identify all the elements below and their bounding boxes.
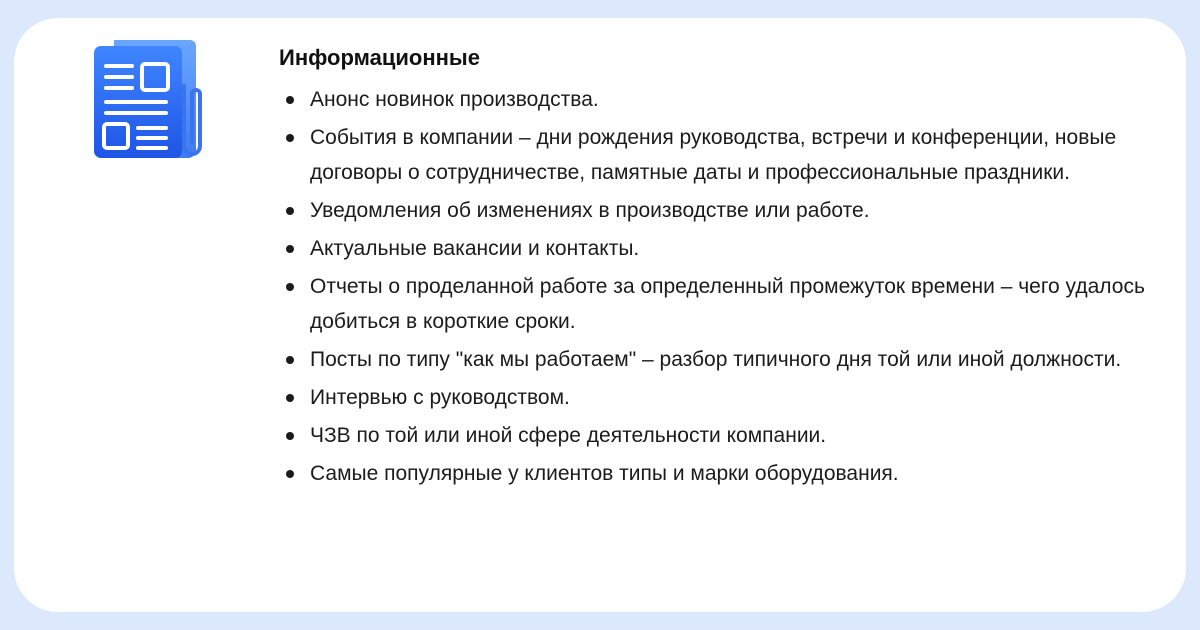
list-item xyxy=(279,231,1159,266)
info-card xyxy=(14,18,1186,612)
list-item xyxy=(279,120,1159,190)
list-item xyxy=(279,193,1159,228)
bullet-icon xyxy=(286,470,294,478)
list-item-text: События в компании – дни рождения руководства, встречи и конференции, новые договоры о сотрудничестве, памятные даты и профессиональные праздники. xyxy=(310,126,1117,184)
list-item xyxy=(279,380,1159,415)
bullet-icon xyxy=(286,207,294,215)
info-list xyxy=(279,82,1159,491)
list-item-text: Самые популярные у клиентов типы и марки оборудования. xyxy=(310,462,899,485)
list-item xyxy=(279,269,1159,339)
bullet-icon xyxy=(286,432,294,440)
bullet-icon xyxy=(286,283,294,291)
newspaper-icon xyxy=(92,38,204,160)
info-content xyxy=(279,44,1159,494)
bullet-icon xyxy=(286,356,294,364)
bullet-icon xyxy=(286,96,294,104)
section-heading: Информационные xyxy=(279,45,480,70)
bullet-icon xyxy=(286,134,294,142)
list-item xyxy=(279,456,1159,491)
list-item-text: Анонс новинок производства. xyxy=(310,88,599,111)
list-item xyxy=(279,418,1159,453)
list-item-text: Посты по типу "как мы работаем" – разбор типичного дня той или иной должности. xyxy=(310,348,1122,371)
list-item-text: Актуальные вакансии и контакты. xyxy=(310,237,640,260)
list-item-text: ЧЗВ по той или иной сфере деятельности компании. xyxy=(310,424,827,447)
bullet-icon xyxy=(286,245,294,253)
list-item-text: Интервью с руководством. xyxy=(310,386,570,409)
list-item xyxy=(279,82,1159,117)
list-item xyxy=(279,342,1159,377)
list-item-text: Отчеты о проделанной работе за определенный промежуток времени – чего удалось добиться в короткие сроки. xyxy=(310,275,1145,333)
bullet-icon xyxy=(286,394,294,402)
list-item-text: Уведомления об изменениях в производстве или работе. xyxy=(310,199,870,222)
